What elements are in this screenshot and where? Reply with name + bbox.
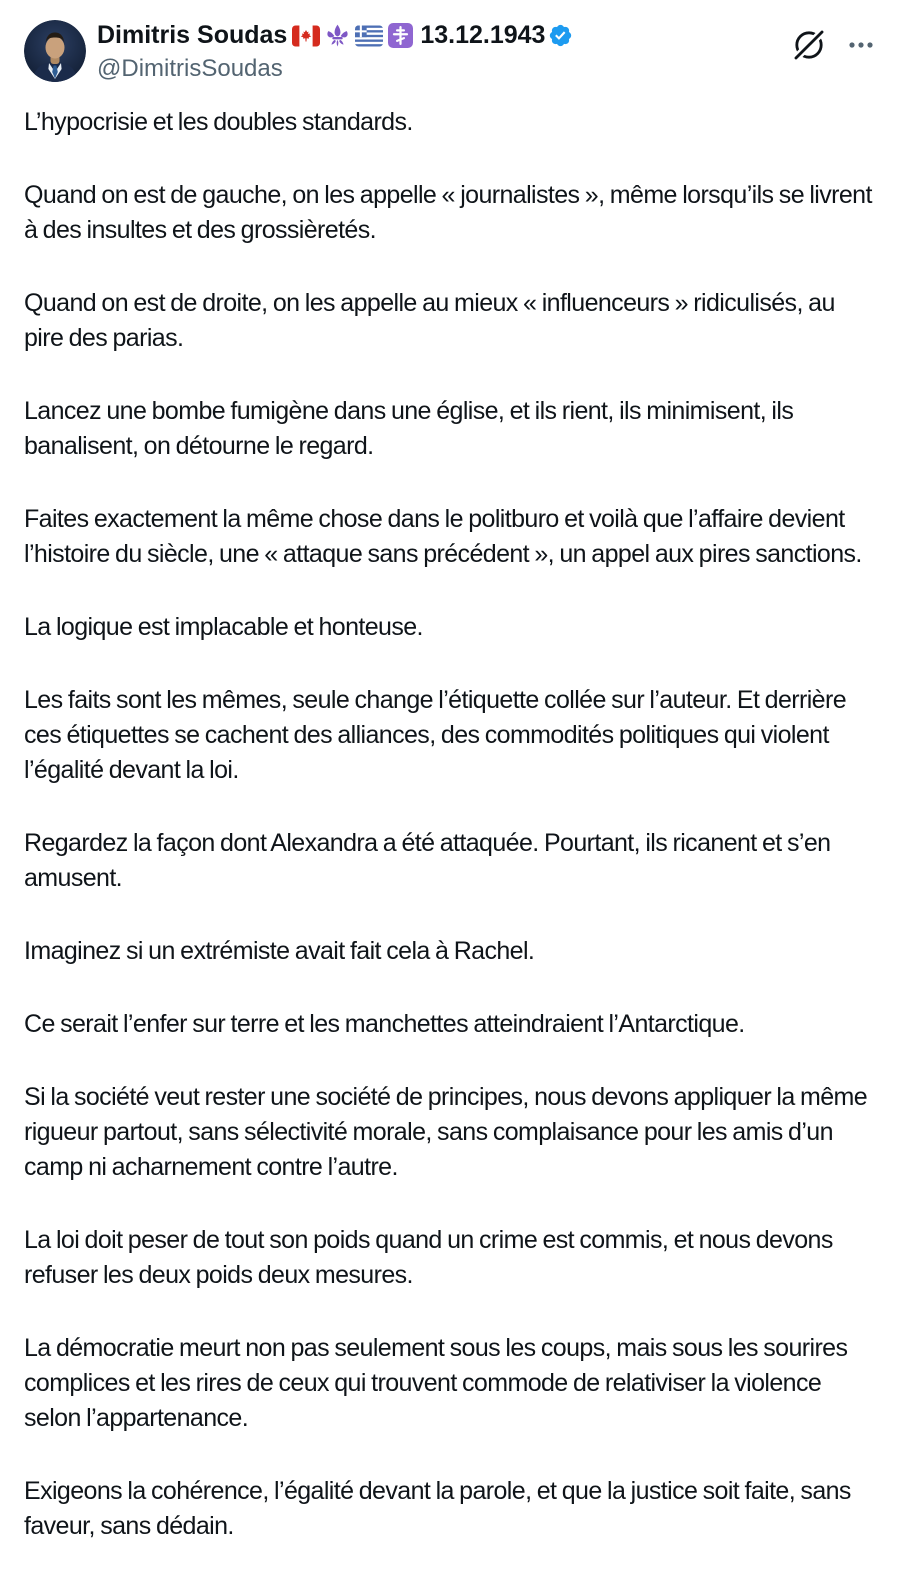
tweet-paragraph: L’hypocrisie et les doubles standards. [24,108,413,136]
tweet-header [24,20,876,83]
tweet-paragraph: Faites exactement la même chose dans le politburo et voilà que l’affaire devient l’histoire du siècle, une « attaque sans précédent », un appel aux pires sanctions. [24,505,862,568]
tweet-header-actions [792,28,876,62]
grok-button[interactable] [792,28,826,62]
tweet-paragraph: Imaginez si un extrémiste avait fait cela à Rachel. [24,937,535,965]
tweet-paragraph: La loi doit peser de tout son poids quand un crime est commis, et nous devons refuser les deux poids deux mesures. [24,1226,833,1289]
tweet-paragraph: Les faits sont les mêmes, seule change l’étiquette collée sur l’auteur. Et derrière ces étiquettes se cachent des alliances, des commodités politiques qui violent l’égalité devant la loi. [24,686,847,784]
ellipsis-icon [846,30,876,60]
avatar[interactable] [24,20,86,82]
tweet-paragraph: Si la société veut rester une société de principes, nous devons appliquer la même rigueur partout, sans sélectivité morale, sans complaisance pour les amis d’un camp ni acharnement contre l’autre. [24,1083,868,1181]
fleur-de-lis-emoji [325,23,350,48]
author-identity [97,20,792,83]
canada-flag-emoji [292,25,320,47]
author-handle[interactable]: @DimitrisSoudas [97,55,283,82]
tweet-text [24,105,876,1544]
tweet-paragraph: Lancez une bombe fumigène dans une église, et ils rient, ils minimisent, ils banalisent, on détourne le regard. [24,397,794,460]
tweet-paragraph: La logique est implacable et honteuse. [24,613,423,641]
more-menu-button[interactable] [846,30,876,60]
orthodox-cross-emoji [388,23,413,48]
author-display-name[interactable]: Dimitris Soudas [97,21,288,49]
greece-flag-emoji [355,25,383,47]
tweet-paragraph: Quand on est de gauche, on les appelle « journalistes », même lorsqu’ils se livrent à des insultes et des grossièretés. [24,181,872,244]
tweet-paragraph: Quand on est de droite, on les appelle au mieux « influenceurs » ridiculisés, au pire des parias. [24,289,835,352]
grok-slashed-circle-icon [792,28,826,62]
tweet-paragraph: Regardez la façon dont Alexandra a été attaquée. Pourtant, ils ricanent et s’en amusent. [24,829,831,892]
tweet-paragraph: Ce serait l’enfer sur terre et les manchettes atteindraient l’Antarctique. [24,1010,745,1038]
author-name-date: 13.12.1943 [420,21,546,49]
tweet-paragraph: La démocratie meurt non pas seulement sous les coups, mais sous les sourires complices et les rires de ceux qui trouvent commode de relativiser la violence selon l’appartenance. [24,1334,848,1432]
author-name-row [97,20,792,51]
verified-badge-icon[interactable] [548,23,573,48]
tweet-paragraph: Exigeons la cohérence, l’égalité devant la parole, et que la justice soit faite, sans faveur, sans dédain. [24,1477,851,1540]
